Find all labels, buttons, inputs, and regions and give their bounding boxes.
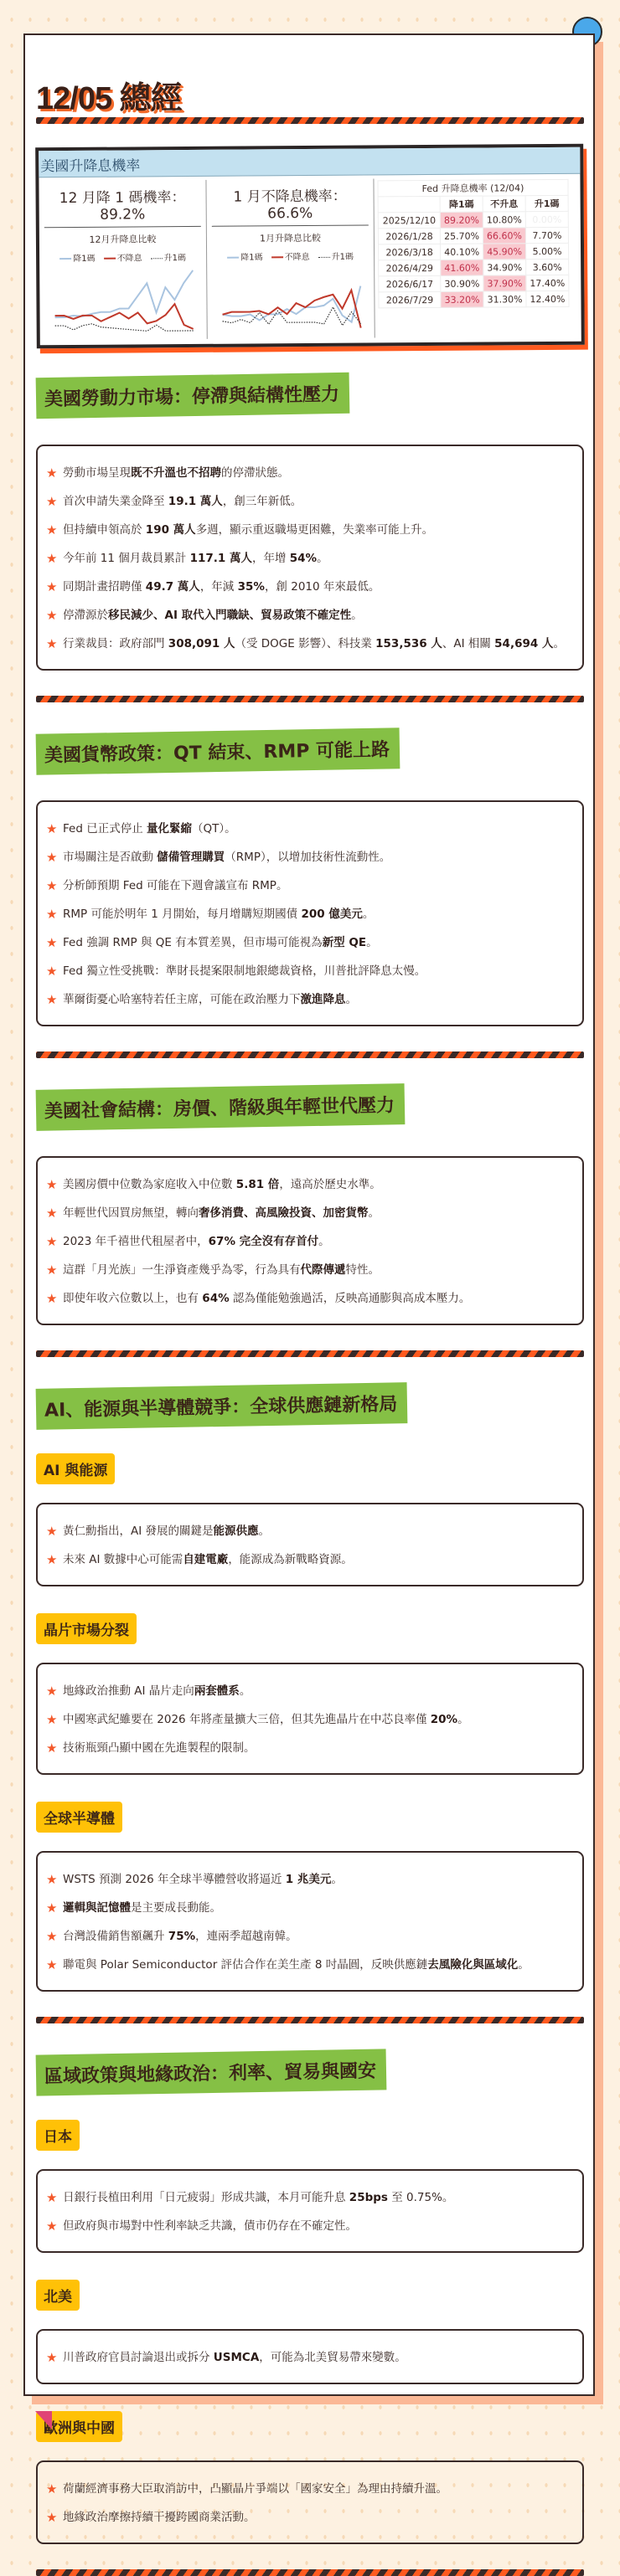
bullet-item <box>46 465 574 481</box>
bullet-text <box>63 493 302 510</box>
table-row <box>379 259 569 276</box>
bold-text: 117.1 萬人 <box>189 552 252 565</box>
bullet-text <box>63 1900 221 1916</box>
rate-panel-header: 美國升降息機率 <box>39 147 580 178</box>
bold-text: 75% <box>168 1930 196 1943</box>
dec-line-chart <box>39 263 208 339</box>
bold-text: 激進降息 <box>300 993 346 1006</box>
decorative-corner <box>35 2411 52 2429</box>
text-segment: 勞動市場呈現 <box>63 466 131 480</box>
section-heading: 區域政策與地緣政治：利率、貿易與國安 <box>36 2049 387 2095</box>
text-segment: 這群「月光族」一生淨資產幾乎為零，行為具有 <box>63 1263 301 1277</box>
star-icon: ★ <box>46 1957 58 1972</box>
text-segment: 川普政府官員討論退出或拆分 <box>63 2351 214 2364</box>
text-segment: 的停滯狀態。 <box>221 466 289 480</box>
star-icon: ★ <box>46 2350 58 2365</box>
text-segment: ，年增 <box>251 552 290 565</box>
text-segment: 是主要成長動能。 <box>131 1901 221 1915</box>
bullet-box <box>36 445 584 671</box>
bullet-text <box>63 1551 353 1568</box>
bold-text: 200 億美元 <box>301 908 363 921</box>
star-icon: ★ <box>46 1740 58 1756</box>
bullet-text <box>63 522 433 538</box>
bold-text: 量化緊縮 <box>146 822 192 836</box>
table-row <box>379 291 569 308</box>
text-segment: 未來 AI 數據中心可能需 <box>63 1553 183 1566</box>
bullet-item <box>46 1956 574 1973</box>
star-icon: ★ <box>46 636 58 651</box>
bold-text: 25bps <box>349 2191 388 2204</box>
dec-headline: 12 月降 1 碼機率：89.2% <box>44 180 200 228</box>
text-segment: 。 <box>368 1206 380 1220</box>
bullet-item <box>46 493 574 510</box>
divider-stripe <box>36 696 584 702</box>
text-segment: ，創 2010 年來最低。 <box>264 580 380 594</box>
series-line-hike <box>55 323 194 332</box>
series-line-hold <box>222 291 360 329</box>
divider-stripe <box>36 1350 584 1357</box>
row-value: 45.90% <box>483 244 526 260</box>
subsection-tag: 歐洲與中國 <box>36 2411 122 2442</box>
bold-text: 邏輯與記憶體 <box>63 1901 131 1915</box>
star-icon: ★ <box>46 850 58 865</box>
text-segment: 但持續申領高於 <box>63 523 146 537</box>
section-heading: 美國社會結構：房價、階級與年輕世代壓力 <box>36 1083 406 1131</box>
text-segment: 。 <box>362 908 375 921</box>
text-segment: 。 <box>317 552 328 565</box>
bullet-item <box>46 1523 574 1540</box>
bullet-box <box>36 1503 584 1586</box>
bullet-text <box>63 1262 380 1278</box>
bold-text: 64% <box>202 1292 230 1305</box>
bullet-text <box>63 2218 357 2234</box>
row-value: 12.40% <box>526 291 569 306</box>
bullet-box <box>36 1156 584 1325</box>
star-icon: ★ <box>46 1712 58 1727</box>
bold-text: 54,694 人 <box>494 637 554 650</box>
row-value: 41.60% <box>441 260 483 275</box>
text-segment: 市場關注是否啟動 <box>63 851 158 864</box>
text-segment: Fed 獨立性受挑戰：準財長提案限制地銀總裁資格，川普批評降息太慢。 <box>63 964 426 978</box>
text-segment: 今年前 11 個月裁員累計 <box>63 552 190 565</box>
bold-text: 1 兆美元 <box>285 1873 332 1886</box>
column-header: 降1碼 <box>440 196 483 212</box>
text-segment: ，能源成為新戰略資源。 <box>228 1553 353 1566</box>
row-value: 3.60% <box>526 259 569 275</box>
text-segment: （RMP），以增加技術性流動性。 <box>225 851 391 864</box>
star-icon: ★ <box>46 1684 58 1699</box>
bullet-item <box>46 1711 574 1728</box>
row-date: 2026/3/18 <box>378 244 440 260</box>
subsection-tag: AI 與能源 <box>36 1453 115 1484</box>
star-icon: ★ <box>46 494 58 509</box>
jan-chart-title: 1月升降息比較 <box>259 232 321 244</box>
subsection-tag: 晶片市場分裂 <box>36 1613 137 1644</box>
star-icon: ★ <box>46 1552 58 1567</box>
bullet-item <box>46 991 574 1008</box>
bold-text: 既不升溫也不招聘 <box>131 466 221 480</box>
text-segment: 華爾街憂心哈塞特若任主席，可能在政治壓力下 <box>63 993 301 1006</box>
text-segment: 至 0.75%。 <box>387 2191 454 2204</box>
text-segment: 認為僅能勉強過活，反映高通膨與高成本壓力。 <box>229 1292 471 1305</box>
row-value: 66.60% <box>483 228 525 244</box>
star-icon: ★ <box>46 907 58 922</box>
bullet-text <box>63 1176 381 1193</box>
bullet-text <box>63 1956 530 1973</box>
text-segment: 。 <box>318 1235 330 1248</box>
bold-text: 能源供應 <box>213 1525 259 1538</box>
text-segment: 多週，顯示重返職場更困難，失業率可能上升。 <box>195 523 434 537</box>
bullet-box <box>36 2460 584 2544</box>
bullet-item <box>46 607 574 624</box>
text-segment: 2023 年千禧世代租屋者中， <box>63 1235 209 1248</box>
star-icon: ★ <box>46 2481 58 2496</box>
dec-legend <box>39 250 206 264</box>
row-date: 2026/4/29 <box>379 260 441 276</box>
bold-text: USMCA <box>213 2351 260 2364</box>
table-row <box>379 275 569 292</box>
row-date: 2026/1/28 <box>378 228 440 244</box>
table-title: Fed 升降息機率 (12/04) <box>378 179 568 197</box>
bullet-item <box>46 1683 574 1699</box>
bullet-item <box>46 1176 574 1193</box>
section-2 <box>36 702 584 1058</box>
series-line-cut <box>54 270 193 317</box>
star-icon: ★ <box>46 1262 58 1278</box>
star-icon: ★ <box>46 522 58 537</box>
subsection-tag: 全球半導體 <box>36 1802 122 1833</box>
row-date: 2026/6/17 <box>379 275 441 292</box>
bullet-text <box>63 550 328 567</box>
bullet-item <box>46 1205 574 1221</box>
text-segment: 行業裁員：政府部門 <box>63 637 168 650</box>
bullet-box <box>36 800 584 1026</box>
text-segment: ，連兩季超越南韓。 <box>195 1930 297 1943</box>
star-icon: ★ <box>46 821 58 836</box>
legend-cut: 降1碼 <box>73 254 96 264</box>
row-value: 40.10% <box>441 244 483 260</box>
bullet-item <box>46 877 574 894</box>
bold-text: 67% 完全沒有存首付 <box>208 1235 319 1248</box>
bullet-item <box>46 1233 574 1250</box>
text-segment: 地緣政治推動 AI 晶片走向 <box>63 1684 194 1698</box>
star-icon: ★ <box>46 551 58 566</box>
bullet-text <box>63 1233 330 1250</box>
jan-legend <box>207 249 374 262</box>
jan-headline: 1 月不降息機率：66.6% <box>211 179 368 227</box>
text-segment: RMP 可能於明年 1 月開始，每月增購短期國債 <box>63 908 302 921</box>
star-icon: ★ <box>46 1524 58 1539</box>
text-segment: 首次申請失業金降至 <box>63 495 168 508</box>
text-segment: ，可能為北美貿易帶來變數。 <box>259 2351 406 2364</box>
text-segment: 特性。 <box>345 1263 380 1277</box>
bullet-box <box>36 2169 584 2253</box>
table-row <box>378 211 568 229</box>
section-heading: 美國勞動力市場：停滯與結構性壓力 <box>36 373 350 419</box>
bullet-text <box>63 849 390 866</box>
bullet-text <box>63 607 363 624</box>
text-segment: 。 <box>553 637 565 650</box>
text-segment: 年輕世代因買房無望，轉向 <box>63 1206 199 1220</box>
star-icon: ★ <box>46 1234 58 1249</box>
bullet-text <box>63 1290 470 1307</box>
bullet-box <box>36 1851 584 1992</box>
text-segment: 技術瓶頸凸顯中國在先進製程的限制。 <box>63 1741 256 1755</box>
star-icon: ★ <box>46 964 58 979</box>
star-icon: ★ <box>46 579 58 594</box>
bold-text: 移民減少、AI 取代入門職缺、貿易政策不確定性 <box>108 609 352 622</box>
bullet-item <box>46 578 574 595</box>
bold-text: 190 萬人 <box>145 523 196 537</box>
bullet-text <box>63 1928 297 1945</box>
bold-text: 去風險化與區域化 <box>427 1958 519 1972</box>
dec-chart-title: 12月升降息比較 <box>89 234 157 245</box>
bold-text: 新型 QE <box>322 936 367 949</box>
bold-text: 49.7 萬人 <box>145 580 200 594</box>
text-segment: 分析師預期 Fed 可能在下週會議宣布 RMP。 <box>63 879 288 892</box>
row-value: 33.20% <box>441 291 483 307</box>
text-segment: （受 DOGE 影響）、科技業 <box>235 637 376 650</box>
bullet-item <box>46 963 574 979</box>
text-segment: 即使年收六位數以上，也有 <box>63 1292 203 1305</box>
fed-probability-table <box>377 179 569 309</box>
section-heading: AI、能源與半導體競爭：全球供應鏈新格局 <box>36 1382 408 1430</box>
star-icon: ★ <box>46 878 58 893</box>
text-segment: ，遠高於歷史水準。 <box>279 1178 381 1191</box>
row-date: 2025/12/10 <box>378 212 440 229</box>
row-value: 0.00% <box>525 211 568 227</box>
text-segment: ，年減 <box>199 580 238 594</box>
table-title-row <box>378 179 568 197</box>
star-icon: ★ <box>46 465 58 481</box>
bold-text: 19.1 萬人 <box>168 495 223 508</box>
star-icon: ★ <box>46 935 58 950</box>
bold-text: 奢侈消費、高風險投資、加密貨幣 <box>199 1206 369 1220</box>
text-segment: 、AI 相關 <box>442 637 495 650</box>
legend-hold: 不降息 <box>284 253 310 263</box>
row-value: 17.40% <box>526 275 569 291</box>
star-icon: ★ <box>46 1900 58 1915</box>
table-row <box>378 243 568 260</box>
row-value: 31.30% <box>483 291 526 307</box>
bold-text: 20% <box>430 1713 458 1726</box>
page-title: 12/05 總經 <box>36 81 182 116</box>
bullet-item <box>46 820 574 837</box>
column-header: 升1碼 <box>525 195 568 211</box>
jan-line-chart <box>207 261 375 337</box>
bullet-item <box>46 849 574 866</box>
text-segment: 。 <box>457 1713 469 1726</box>
bullet-item <box>46 1290 574 1307</box>
text-segment: WSTS 預測 2026 年全球半導體營收將逼近 <box>63 1873 286 1886</box>
text-segment: 。 <box>239 1684 251 1698</box>
bullet-text <box>63 963 426 979</box>
row-value: 5.00% <box>526 243 569 259</box>
text-segment: ，創三年新低。 <box>222 495 302 508</box>
dec-panel <box>39 180 207 340</box>
bullet-item <box>46 2218 574 2234</box>
star-icon: ★ <box>46 2219 58 2234</box>
star-icon: ★ <box>46 2190 58 2205</box>
bullet-item <box>46 2481 574 2497</box>
text-segment: 台灣設備銷售額飆升 <box>63 1930 168 1943</box>
bullet-text <box>63 1711 469 1728</box>
text-segment: 。 <box>331 1873 343 1886</box>
legend-hold: 不降息 <box>116 254 142 264</box>
star-icon: ★ <box>46 2510 58 2525</box>
star-icon: ★ <box>46 608 58 623</box>
star-icon: ★ <box>46 1929 58 1944</box>
column-header <box>378 196 440 213</box>
bullet-text <box>63 2481 447 2497</box>
bold-text: 兩套體系 <box>194 1684 240 1698</box>
section-3 <box>36 1058 584 1357</box>
bullet-item <box>46 1551 574 1568</box>
row-value: 30.90% <box>441 275 483 291</box>
text-segment: 黃仁勳指出，AI 發展的關鍵是 <box>63 1525 214 1538</box>
legend-hike: 升1碼 <box>163 254 187 264</box>
row-value: 7.70% <box>525 227 568 243</box>
text-segment: 中國寒武紀雖要在 2026 年將產量擴大三倍，但其先進晶片在中芯良率僅 <box>63 1713 431 1726</box>
bullet-item <box>46 1928 574 1945</box>
bullet-item <box>46 2349 574 2366</box>
bullet-text <box>63 1523 270 1540</box>
text-segment: Fed 強調 RMP 與 QE 有本質差異，但市場可能視為 <box>63 936 323 949</box>
bold-text: 儲備管理購買 <box>157 851 225 864</box>
bullet-text <box>63 578 380 595</box>
text-segment: 。 <box>351 609 363 622</box>
bullet-text <box>63 465 289 481</box>
bold-text: 153,536 人 <box>375 637 442 650</box>
text-segment: 地緣政治摩擦持續干擾跨國商業活動。 <box>63 2511 256 2524</box>
bullet-text <box>63 820 236 837</box>
row-value: 25.70% <box>441 228 483 244</box>
bullet-text <box>63 1871 343 1888</box>
bullet-box <box>36 2329 584 2384</box>
legend-hike: 升1碼 <box>331 252 354 262</box>
bullet-item <box>46 934 574 951</box>
text-segment: Fed 已正式停止 <box>63 822 147 836</box>
bullet-item <box>46 2509 574 2526</box>
legend-cut: 降1碼 <box>240 253 263 263</box>
bullet-text <box>63 906 374 923</box>
bold-text: 自建電廠 <box>183 1553 229 1566</box>
bold-text: 5.81 倍 <box>235 1178 280 1191</box>
bold-text: 54% <box>289 552 318 565</box>
row-value: 37.90% <box>483 275 526 291</box>
subsection-tag: 北美 <box>36 2280 80 2311</box>
text-segment: 美國房價中位數為家庭收入中位數 <box>63 1178 236 1191</box>
bullet-text <box>63 991 357 1008</box>
bullet-text <box>63 1205 380 1221</box>
star-icon: ★ <box>46 1872 58 1887</box>
divider-stripe <box>36 2569 584 2576</box>
bullet-text <box>63 2189 453 2206</box>
text-segment: 同期計畫招聘僅 <box>63 580 146 594</box>
text-segment: 。 <box>366 936 378 949</box>
bullet-item <box>46 2189 574 2206</box>
text-segment: （QT）。 <box>191 822 236 836</box>
bullet-text <box>63 1740 256 1756</box>
section-4 <box>36 1357 584 2023</box>
text-segment: 。 <box>518 1958 530 1972</box>
text-segment: 但政府與市場對中性利率缺乏共識，債市仍存在不確定性。 <box>63 2219 357 2233</box>
row-date: 2026/7/29 <box>379 291 441 308</box>
bullet-box <box>36 1663 584 1775</box>
divider-stripe <box>36 1051 584 1058</box>
section-heading: 美國貨幣政策：QT 結束、RMP 可能上路 <box>36 728 400 775</box>
bullet-text <box>63 934 378 951</box>
bullet-item <box>46 1900 574 1916</box>
row-value: 10.80% <box>483 212 525 228</box>
row-value: 89.20% <box>440 212 483 228</box>
bullet-text <box>63 635 565 652</box>
table-header-row <box>378 195 568 213</box>
section-5 <box>36 2023 584 2576</box>
bullet-text <box>63 2349 406 2366</box>
bullet-item <box>46 1740 574 1756</box>
star-icon: ★ <box>46 1177 58 1192</box>
bold-text: 308,091 人 <box>168 637 235 650</box>
bullet-item <box>46 522 574 538</box>
column-header: 不升息 <box>483 196 525 212</box>
row-value: 34.90% <box>483 260 526 275</box>
rate-probability-image <box>35 144 585 349</box>
table-row <box>378 227 568 244</box>
text-segment: 。 <box>258 1525 271 1538</box>
text-segment: 荷蘭經濟事務大臣取消訪中，凸顯晶片爭端以「國家安全」為理由持續升溫。 <box>63 2482 447 2496</box>
bullet-text <box>63 1683 251 1699</box>
text-segment: 聯電與 Polar Semiconductor 評估合作在美生產 8 吋晶圓，反映供應鏈 <box>63 1958 428 1972</box>
section-1 <box>36 347 584 702</box>
star-icon: ★ <box>46 1206 58 1221</box>
subsection-tag: 日本 <box>36 2120 80 2151</box>
bullet-item <box>46 550 574 567</box>
bullet-text <box>63 877 287 894</box>
bold-text: 代際傳遞 <box>300 1263 346 1277</box>
star-icon: ★ <box>46 992 58 1007</box>
divider-stripe <box>36 117 584 124</box>
jan-panel <box>206 178 375 338</box>
newsletter-card <box>23 33 595 2525</box>
bullet-item <box>46 1871 574 1888</box>
star-icon: ★ <box>46 1291 58 1306</box>
divider-stripe <box>36 2017 584 2023</box>
text-segment: 日銀行長植田利用「日元疲弱」形成共識，本月可能升息 <box>63 2191 349 2204</box>
bullet-item <box>46 1262 574 1278</box>
bullet-item <box>46 906 574 923</box>
bold-text: 35% <box>237 580 265 594</box>
text-segment: 。 <box>345 993 357 1006</box>
bullet-text <box>63 2509 256 2526</box>
text-segment: 停滯源於 <box>63 609 108 622</box>
bullet-item <box>46 635 574 652</box>
